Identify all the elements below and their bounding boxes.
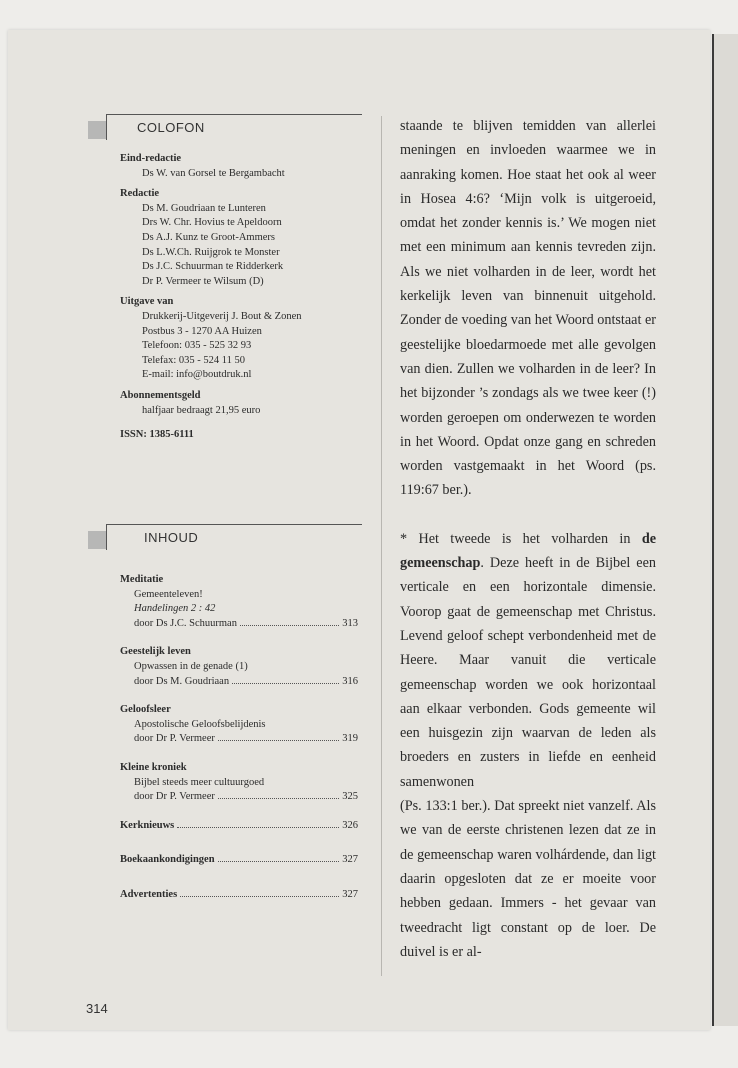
colofon-group: Abonnementsgeld halfjaar bedraagt 21,95 euro	[120, 389, 261, 416]
toc-entry: Boekaankondigingen 327	[120, 854, 358, 866]
paragraph: (Ps. 133:1 ber.). Dat spreekt niet vanzelf. Als we van de eerste christenen lezen dat ze in de gemeenschap waren volhárdende, dan ligt daarin opgesloten dat ze er moeite voor hebben gedaan. Immers - het gevaar van tweedracht ligt constant op de loer. De duivel is er al-	[400, 798, 656, 960]
inhoud-header	[88, 524, 362, 550]
page-number: 314	[86, 1001, 108, 1016]
toc-entry: Kerknieuws 326	[120, 819, 358, 831]
toc-entry: Geestelijk leven Opwassen in de genade (1) door Ds M. Goudriaan 316	[120, 646, 358, 687]
section-marker-box	[88, 531, 106, 549]
toc-entry: Geloofsleer Apostolische Geloofsbelijdenis door Dr P. Vermeer 319	[120, 704, 358, 745]
toc-block	[120, 573, 358, 903]
toc-entry: Advertenties 327	[120, 888, 358, 900]
paragraph: * Het tweede is het volharden in de gemeenschap. Deze heeft in de Bijbel een verticale en een horizontale dimensie. Voorop gaat de gemeenschap met Christus. Levend geloof schept verbondenheid met de Heere. Maar vanuit die verticale gemeenschap worden we ook horizontaal aan elkaar verbonden. Gods gemeente wil een huisgezin zijn waarvan de leden als broeders en zusters in liefde en eenheid samenwonen	[400, 530, 656, 790]
toc-entry: Kleine kroniek Bijbel steeds meer cultuurgoed door Dr P. Vermeer 325	[120, 761, 358, 803]
facing-page-edge	[712, 34, 738, 1026]
colofon-header	[88, 114, 362, 140]
colofon-block	[120, 152, 358, 443]
column-divider	[381, 116, 382, 976]
colofon-heading: COLOFON	[137, 120, 205, 135]
issn: ISSN: 1385-6111	[120, 429, 194, 441]
colofon-group: Eind-redactie Ds W. van Gorsel te Bergambacht	[120, 153, 285, 179]
toc-entry: Meditatie Gemeenteleven! Handelingen 2 : 42 door Ds J.C. Schuurman 313	[120, 574, 358, 629]
colofon-group: Uitgave van Drukkerij-Uitgeverij J. Bout & Zonen Postbus 3 - 1270 AA Huizen Telefoon: 035 - 525 32 93 Telefax: 035 - 524 11 50 E-mail: info@boutdruk.nl	[120, 296, 302, 381]
inhoud-heading: INHOUD	[144, 530, 199, 545]
section-marker-box	[88, 121, 106, 139]
article-text	[400, 114, 656, 964]
colofon-group: Redactie Ds M. Goudriaan te Lunteren Drs W. Chr. Hovius te Apeldoorn Ds A.J. Kunz te Groot-Ammers Ds L.W.Ch. Ruijgrok te Monster Ds J.C. Schuurman te Ridderkerk Dr P. Vermeer te Wilsum (D)	[120, 188, 284, 287]
paragraph: staande te blijven temidden van allerlei meningen en invloeden waarmee we in aanraking komen. Hoe staat het ook al weer in Hosea 4:6? ‘Mijn volk is uitgeroeid, omdat het zonder kennis is.’ We mogen niet met een minimum aan kennis tevreden zijn. Als we niet volharden in de leer, wordt het kerkelijk leven van binnenuit uitgehold. Zonder de voeding van het Woord ontstaat er geestelijke bloedarmoede met alle gevolgen van dien. Zullen we volharden in de leer? In het bijzonder ’s zondags als we twee keer (!) worden geroepen om onderwezen te worden in het Woord. Opdat onze gang en schreden worden vastgemaakt in het Woord (ps. 119:67 ber.).	[400, 118, 656, 499]
